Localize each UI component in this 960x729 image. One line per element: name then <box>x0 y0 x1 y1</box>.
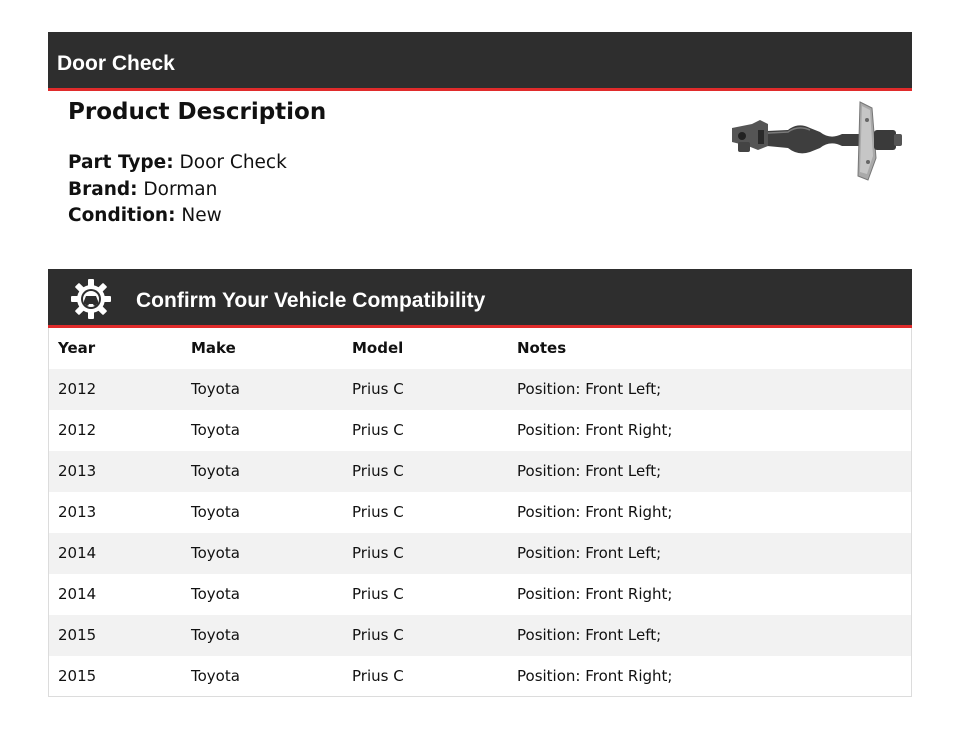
table-row <box>49 533 911 574</box>
spec-value: Door Check <box>179 152 287 173</box>
table-cell: 2013 <box>58 503 97 521</box>
table-header-row <box>49 328 911 369</box>
table-row <box>49 615 911 656</box>
table-cell: Position: Front Left; <box>517 626 662 644</box>
table-row <box>49 369 911 410</box>
product-description <box>68 96 326 230</box>
table-cell: Position: Front Right; <box>517 503 673 521</box>
table-row <box>49 492 911 533</box>
table-cell: Prius C <box>352 462 404 480</box>
gear-car-icon <box>70 278 112 320</box>
table-cell: Toyota <box>191 462 240 480</box>
table-cell: Prius C <box>352 585 404 603</box>
table-cell: Position: Front Left; <box>517 380 662 398</box>
table-cell: Position: Front Left; <box>517 462 662 480</box>
table-cell: Prius C <box>352 503 404 521</box>
column-header: Make <box>191 339 236 357</box>
spec-condition <box>68 203 326 230</box>
table-cell: 2015 <box>58 626 97 644</box>
table-cell: 2014 <box>58 544 97 562</box>
table-cell: Prius C <box>352 626 404 644</box>
table-cell: 2012 <box>58 421 97 439</box>
table-row <box>49 574 911 615</box>
table-cell: 2015 <box>58 667 97 685</box>
column-header: Notes <box>517 339 567 357</box>
table-cell: Toyota <box>191 585 240 603</box>
table-cell: Toyota <box>191 544 240 562</box>
page-title: Door Check <box>57 52 175 75</box>
spec-label: Condition: <box>68 205 176 226</box>
table-row <box>49 410 911 451</box>
table-cell: Toyota <box>191 667 240 685</box>
table-cell: Position: Front Right; <box>517 585 673 603</box>
table-cell: Prius C <box>352 544 404 562</box>
table-row <box>49 451 911 492</box>
spec-label: Part Type: <box>68 152 174 173</box>
column-header: Model <box>352 339 404 357</box>
table-cell: Toyota <box>191 503 240 521</box>
table-cell: Toyota <box>191 421 240 439</box>
column-header: Year <box>58 339 96 357</box>
table-cell: 2014 <box>58 585 97 603</box>
title-bar <box>48 32 912 91</box>
compatibility-table <box>48 328 912 697</box>
table-cell: Prius C <box>352 380 404 398</box>
spec-value: New <box>181 205 222 226</box>
table-cell: Prius C <box>352 421 404 439</box>
table-cell: Toyota <box>191 380 240 398</box>
spec-label: Brand: <box>68 178 138 200</box>
product-image <box>728 96 908 184</box>
description-heading: Product Description <box>68 99 327 125</box>
table-cell: Toyota <box>191 626 240 644</box>
table-row <box>49 656 911 697</box>
table-cell: Prius C <box>352 667 404 685</box>
spec-part-type <box>68 150 326 177</box>
table-cell: Position: Front Left; <box>517 544 662 562</box>
compatibility-title: Confirm Your Vehicle Compatibility <box>136 289 486 312</box>
spec-list <box>68 150 326 230</box>
table-cell: 2012 <box>58 380 97 398</box>
table-cell: 2013 <box>58 462 97 480</box>
compatibility-bar <box>48 269 912 328</box>
table-cell: Position: Front Right; <box>517 421 673 439</box>
spec-brand <box>68 177 326 204</box>
table-cell: Position: Front Right; <box>517 667 673 685</box>
spec-value: Dorman <box>143 178 218 200</box>
